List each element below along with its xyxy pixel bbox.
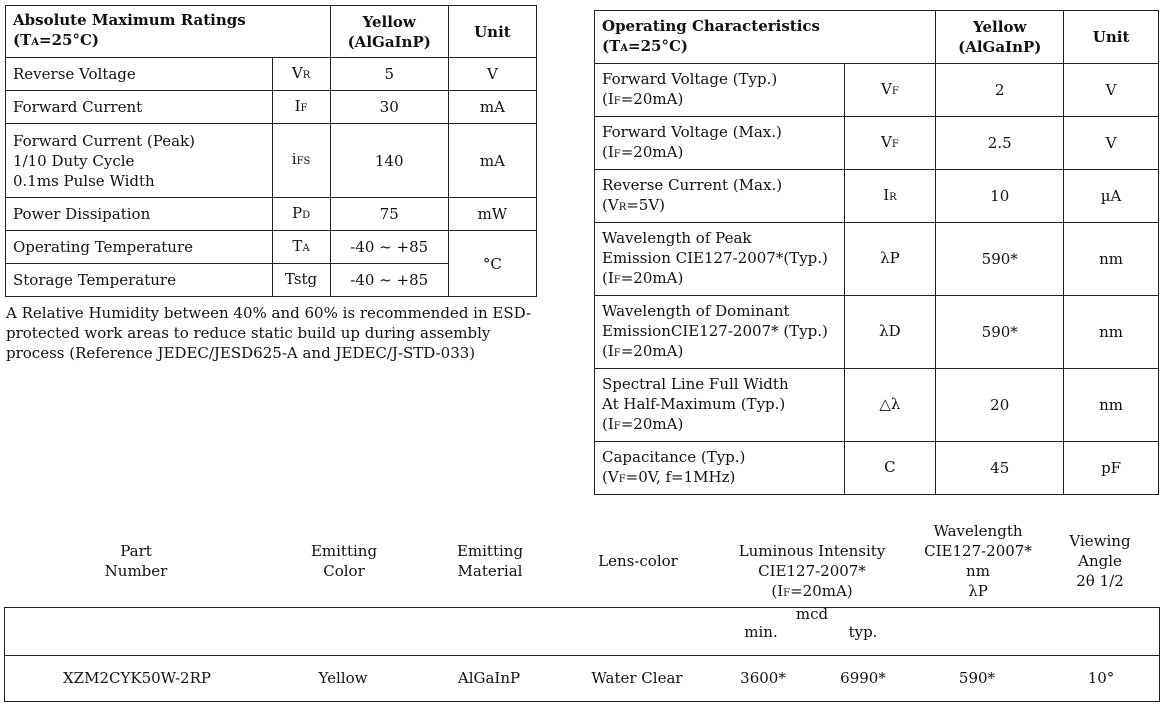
unit-cell: µA xyxy=(1064,170,1159,223)
header-luminous-intensity: Luminous Intensity CIE127-2007* (IF=20mA) mcd xyxy=(738,542,886,623)
symbol-cell: iFS xyxy=(272,124,330,198)
param-cell: Wavelength of Peak Emission CIE127-2007*(Typ.) (IF=20mA) xyxy=(595,223,845,296)
oc-condition: (TA=25°C) xyxy=(602,36,689,55)
subheader-min: min. xyxy=(744,623,778,641)
value-cell: 10 xyxy=(936,170,1064,223)
row-divider xyxy=(5,655,1159,656)
viewing-angle-value: 10° xyxy=(1087,669,1115,687)
table-row xyxy=(595,117,1159,170)
part-number-value: XZM2CYK50W-2RP xyxy=(62,669,211,687)
amr-condition: (TA=25°C) xyxy=(13,31,100,49)
param-cell: Spectral Line Full Width At Half-Maximum (Typ.) (IF=20mA) xyxy=(595,369,845,442)
value-cell: -40 ~ +85 xyxy=(330,231,448,264)
param-cell: Forward Current (Peak) 1/10 Duty Cycle 0.1ms Pulse Width xyxy=(6,124,273,198)
luminous-min-value: 3600* xyxy=(740,669,786,687)
value-cell: 75 xyxy=(330,198,448,231)
table-row xyxy=(595,170,1159,223)
param-cell: Reverse Current (Max.) (VR=5V) xyxy=(595,170,845,223)
table-row xyxy=(595,442,1159,495)
unit-cell: nm xyxy=(1064,223,1159,296)
symbol-cell: IR xyxy=(844,170,936,223)
symbol-cell: IF xyxy=(272,91,330,124)
emitting-material-value: AlGaInP xyxy=(457,669,521,687)
symbol-cell: TA xyxy=(272,231,330,264)
value-cell: 140 xyxy=(330,124,448,198)
param-cell: Operating Temperature xyxy=(6,231,273,264)
value-cell: 2 xyxy=(936,64,1064,117)
part-table-header xyxy=(4,520,1160,623)
wavelength-value: 590* xyxy=(958,669,996,687)
param-cell: Wavelength of Dominant EmissionCIE127-2007* (Typ.) (IF=20mA) xyxy=(595,296,845,369)
table-row xyxy=(595,223,1159,296)
unit-cell: °C xyxy=(448,231,536,297)
param-cell: Capacitance (Typ.) (VF=0V, f=1MHz) xyxy=(595,442,845,495)
symbol-cell: △λ xyxy=(844,369,936,442)
unit-cell: V xyxy=(1064,64,1159,117)
value-cell: 20 xyxy=(936,369,1064,442)
symbol-cell: VF xyxy=(844,117,936,170)
header-viewing-angle: Viewing Angle 2θ 1/2 xyxy=(1069,532,1131,590)
header-emitting-color: Emitting Color xyxy=(310,542,378,580)
oc-title-cell xyxy=(595,11,936,64)
param-cell: Power Dissipation xyxy=(6,198,273,231)
symbol-cell: VR xyxy=(272,58,330,91)
unit-cell: mW xyxy=(448,198,536,231)
amr-col-value: Yellow (AlGaInP) xyxy=(330,6,448,58)
table-row xyxy=(595,369,1159,442)
symbol-cell: λP xyxy=(844,223,936,296)
table-row xyxy=(6,124,537,198)
header-wavelength: Wavelength CIE127-2007* nm λP xyxy=(924,522,1032,600)
header-emitting-material: Emitting Material xyxy=(456,542,524,580)
symbol-cell: Tstg xyxy=(272,264,330,297)
lens-color-value: Water Clear xyxy=(591,669,683,687)
unit-cell: mA xyxy=(448,124,536,198)
table-row xyxy=(6,91,537,124)
oc-col-value: Yellow (AlGaInP) xyxy=(936,11,1064,64)
luminous-typ-value: 6990* xyxy=(840,669,886,687)
table-row xyxy=(6,58,537,91)
operating-characteristics-table xyxy=(594,10,1159,495)
unit-cell: V xyxy=(448,58,536,91)
table-row xyxy=(595,64,1159,117)
value-cell: 2.5 xyxy=(936,117,1064,170)
param-cell: Forward Voltage (Max.) (IF=20mA) xyxy=(595,117,845,170)
amr-title: Absolute Maximum Ratings xyxy=(13,11,246,29)
subheader-typ: typ. xyxy=(848,623,878,641)
part-table-body xyxy=(4,607,1160,702)
symbol-cell: C xyxy=(844,442,936,495)
param-cell: Reverse Voltage xyxy=(6,58,273,91)
oc-title: Operating Characteristics xyxy=(602,16,821,35)
table-row xyxy=(6,198,537,231)
symbol-cell: PD xyxy=(272,198,330,231)
amr-title-cell xyxy=(6,6,331,58)
table-row xyxy=(595,296,1159,369)
unit-cell: mA xyxy=(448,91,536,124)
unit-cell: nm xyxy=(1064,296,1159,369)
header-part-number: Part Number xyxy=(104,542,168,580)
unit-cell: nm xyxy=(1064,369,1159,442)
humidity-note: A Relative Humidity between 40% and 60% is recommended in ESD-protected work areas to reduce static build up during assembly process (Reference JEDEC/JESD625-A and JEDEC/J-STD-033) xyxy=(6,304,532,362)
amr-col-unit: Unit xyxy=(448,6,536,58)
header-lens-color: Lens-color xyxy=(598,552,678,570)
param-cell: Forward Voltage (Typ.) (IF=20mA) xyxy=(595,64,845,117)
value-cell: 590* xyxy=(936,223,1064,296)
value-cell: 45 xyxy=(936,442,1064,495)
unit-cell: pF xyxy=(1064,442,1159,495)
param-cell: Storage Temperature xyxy=(6,264,273,297)
symbol-cell: VF xyxy=(844,64,936,117)
emitting-color-value: Yellow xyxy=(318,669,368,687)
unit-cell: V xyxy=(1064,117,1159,170)
table-row xyxy=(6,231,537,264)
oc-col-unit: Unit xyxy=(1064,11,1159,64)
value-cell: -40 ~ +85 xyxy=(330,264,448,297)
value-cell: 590* xyxy=(936,296,1064,369)
value-cell: 5 xyxy=(330,58,448,91)
value-cell: 30 xyxy=(330,91,448,124)
symbol-cell: λD xyxy=(844,296,936,369)
param-cell: Forward Current xyxy=(6,91,273,124)
absolute-max-ratings-table xyxy=(5,5,537,297)
